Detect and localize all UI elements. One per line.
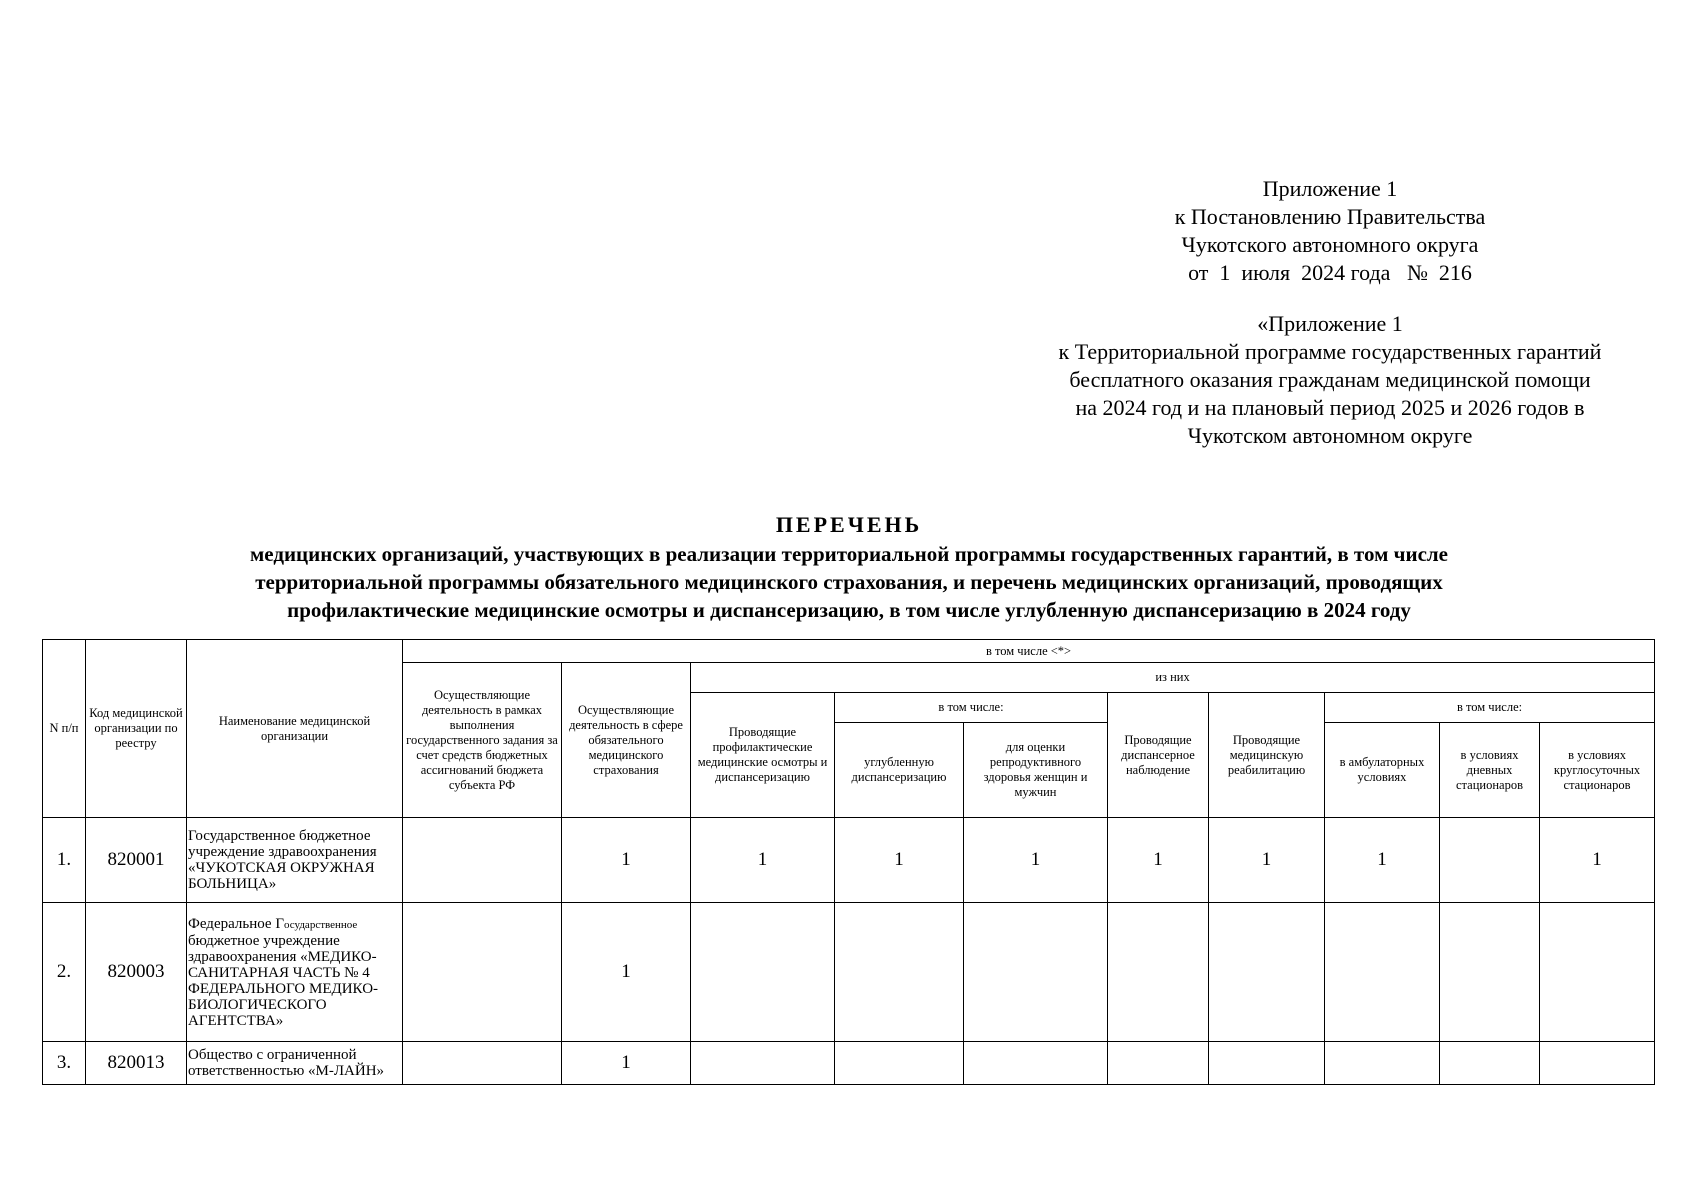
header-including-1: в том числе:	[835, 693, 1108, 723]
row-org-name	[187, 903, 403, 1042]
document-title: ПЕРЕЧЕНЬ	[775, 512, 923, 537]
cell-in-depth: 1	[835, 818, 964, 903]
document-heading	[0, 510, 1698, 624]
cell-round-clock: 1	[1540, 818, 1655, 903]
appendix-2-block	[1020, 310, 1640, 450]
cell-dispensary: 1	[1108, 818, 1209, 903]
header-dispensary: Проводящие диспансерное наблюдение	[1108, 693, 1209, 818]
row-num: 3.	[43, 1042, 86, 1085]
header-budget: Осуществляющие деятельность в рамках выполнения государственного задания за счет средств бюджетных ассигнований бюджета субъекта РФ	[403, 663, 562, 818]
appendix-2-line-1: «Приложение 1	[1257, 311, 1403, 336]
document-subtitle-line-3: профилактические медицинские осмотры и диспансеризацию, в том числе углубленную диспансеризацию в 2024 году	[287, 598, 1411, 622]
appendix-2-line-3: бесплатного оказания гражданам медицинской помощи	[1069, 367, 1591, 392]
header-reproductive: для оценки репродуктивного здоровья женщин и мужчин	[964, 723, 1108, 818]
header-of-them: из них	[691, 663, 1655, 693]
row-org-name: Общество с ограниченной ответственностью «М-ЛАЙН»	[187, 1042, 403, 1085]
header-in-depth: углубленную диспансеризацию	[835, 723, 964, 818]
cell-oms: 1	[562, 903, 691, 1042]
cell-preventive: 1	[691, 818, 835, 903]
appendix-1-line-3: Чукотского автономного округа	[1181, 232, 1479, 257]
header-including-2: в том числе:	[1325, 693, 1655, 723]
header-oms: Осуществляющие деятельность в сфере обязательного медицинского страхования	[562, 663, 691, 818]
header-preventive: Проводящие профилактические медицинские осмотры и диспансеризацию	[691, 693, 835, 818]
cell-rehab	[1209, 1042, 1325, 1085]
header-name: Наименование медицинской организации	[187, 640, 403, 818]
cell-round-clock	[1540, 903, 1655, 1042]
organizations-table	[42, 639, 1655, 1085]
header-ambulatory: в амбулаторных условиях	[1325, 723, 1440, 818]
row-org-name-small: осударственное	[284, 918, 358, 931]
row-org-name-rest: бюджетное учреждение здравоохранения «МЕДИКО-САНИТАРНАЯ ЧАСТЬ № 4 ФЕДЕРАЛЬНОГО МЕДИКО-БИОЛОГИЧЕСКОГО АГЕНТСТВА»	[188, 932, 379, 1029]
appendix-2-line-5: Чукотском автономном округе	[1187, 423, 1473, 448]
header-day-hospital: в условиях дневных стационаров	[1440, 723, 1540, 818]
appendix-1-line-4: от 1 июля 2024 года № 216	[1188, 260, 1472, 285]
header-including: в том числе <*>	[403, 640, 1655, 663]
appendix-2-line-4: на 2024 год и на плановый период 2025 и 2026 годов в	[1075, 395, 1585, 420]
row-org-name: Государственное бюджетное учреждение здравоохранения «ЧУКОТСКАЯ ОКРУЖНАЯ БОЛЬНИЦА»	[187, 818, 403, 903]
cell-reproductive	[964, 903, 1108, 1042]
cell-in-depth	[835, 903, 964, 1042]
appendix-2-line-2: к Территориальной программе государственных гарантий	[1058, 339, 1602, 364]
row-num: 1.	[43, 818, 86, 903]
header-rehab: Проводящие медицинскую реабилитацию	[1209, 693, 1325, 818]
cell-reproductive: 1	[964, 818, 1108, 903]
cell-ambulatory: 1	[1325, 818, 1440, 903]
cell-rehab: 1	[1209, 818, 1325, 903]
cell-preventive	[691, 903, 835, 1042]
table-row	[43, 1042, 1655, 1085]
cell-preventive	[691, 1042, 835, 1085]
document-subtitle-line-2: территориальной программы обязательного медицинского страхования, и перечень медицинских организаций, проводящих	[255, 570, 1443, 594]
appendix-1-line-2: к Постановлению Правительства	[1174, 204, 1486, 229]
row-org-name-prefix: Федеральное Г	[188, 915, 285, 932]
cell-oms: 1	[562, 1042, 691, 1085]
appendix-1-line-1: Приложение 1	[1262, 176, 1398, 201]
cell-dispensary	[1108, 1042, 1209, 1085]
cell-round-clock	[1540, 1042, 1655, 1085]
appendix-1-block	[1020, 175, 1640, 287]
header-round-clock: в условиях круглосуточных стационаров	[1540, 723, 1655, 818]
header-code: Код медицинской организации по реестру	[86, 640, 187, 818]
table-row	[43, 818, 1655, 903]
cell-day-hospital	[1440, 818, 1540, 903]
cell-day-hospital	[1440, 1042, 1540, 1085]
header-num: N п/п	[43, 640, 86, 818]
cell-budget	[403, 903, 562, 1042]
cell-in-depth	[835, 1042, 964, 1085]
document-subtitle-line-1: медицинских организаций, участвующих в реализации территориальной программы государственных гарантий, в том числе	[249, 542, 1448, 566]
cell-oms: 1	[562, 818, 691, 903]
cell-dispensary	[1108, 903, 1209, 1042]
table-row	[43, 903, 1655, 1042]
cell-rehab	[1209, 903, 1325, 1042]
cell-reproductive	[964, 1042, 1108, 1085]
cell-ambulatory	[1325, 903, 1440, 1042]
row-code: 820001	[86, 818, 187, 903]
row-num: 2.	[43, 903, 86, 1042]
cell-day-hospital	[1440, 903, 1540, 1042]
cell-ambulatory	[1325, 1042, 1440, 1085]
cell-budget	[403, 1042, 562, 1085]
row-code: 820003	[86, 903, 187, 1042]
row-code: 820013	[86, 1042, 187, 1085]
cell-budget	[403, 818, 562, 903]
